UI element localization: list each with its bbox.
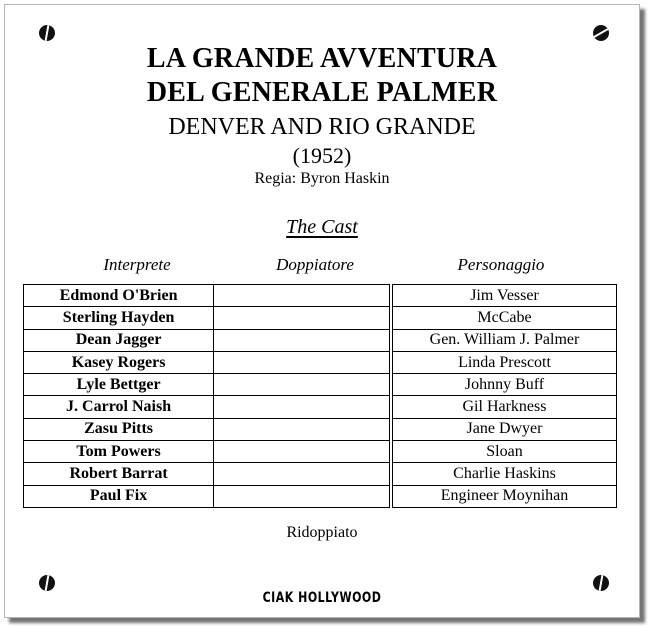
actor-cell: Zasu Pitts: [24, 418, 214, 440]
cast-table: [23, 284, 617, 508]
actor-cell: Paul Fix: [24, 485, 214, 507]
dubber-cell: [214, 396, 390, 418]
character-cell: Jim Vesser: [393, 285, 617, 307]
actor-cell: Sterling Hayden: [24, 307, 214, 329]
screw-icon: [39, 25, 55, 41]
actor-cell: Lyle Bettger: [24, 374, 214, 396]
film-title-line1: LA GRANDE AVVENTURA: [146, 43, 498, 74]
character-cell: Sloan: [393, 441, 617, 463]
release-year: (1952): [292, 143, 352, 168]
plaque: [4, 4, 640, 618]
dubber-cell: [214, 374, 390, 396]
actor-cell: Robert Barrat: [24, 463, 214, 485]
character-cell: McCabe: [393, 307, 617, 329]
table-row: [24, 418, 617, 440]
character-cell: Gil Harkness: [393, 396, 617, 418]
character-cell: Gen. William J. Palmer: [393, 329, 617, 351]
cast-heading: [5, 215, 639, 239]
table-row: [24, 285, 617, 307]
character-cell: Linda Prescott: [393, 351, 617, 373]
dubber-cell: [214, 418, 390, 440]
dubber-cell: [214, 463, 390, 485]
dubber-cell: [214, 441, 390, 463]
table-row: [24, 374, 617, 396]
actor-cell: Edmond O'Brien: [24, 285, 214, 307]
dubber-cell: [214, 285, 390, 307]
column-header-dubber: Doppiatore: [276, 255, 354, 274]
actor-cell: Tom Powers: [24, 441, 214, 463]
dubber-cell: [214, 329, 390, 351]
character-cell: Engineer Moynihan: [393, 485, 617, 507]
table-row: [24, 396, 617, 418]
dubber-cell: [214, 307, 390, 329]
column-header-character: Personaggio: [457, 255, 545, 274]
table-row: [24, 441, 617, 463]
table-row: [24, 307, 617, 329]
table-row: [24, 329, 617, 351]
character-cell: Charlie Haskins: [393, 463, 617, 485]
screw-icon: [593, 25, 609, 41]
dubbing-note: Ridoppiato: [286, 524, 358, 541]
film-title-line2: DEL GENERALE PALMER: [146, 77, 498, 108]
actor-cell: Dean Jagger: [24, 329, 214, 351]
director-credit: Regia: Byron Haskin: [254, 170, 390, 187]
column-header-actor: Interprete: [103, 255, 171, 274]
dubber-cell: [214, 351, 390, 373]
original-title: DENVER AND RIO GRANDE: [168, 114, 476, 140]
table-row: [24, 463, 617, 485]
character-cell: Jane Dwyer: [393, 418, 617, 440]
character-cell: Johnny Buff: [393, 374, 617, 396]
table-row: [24, 485, 617, 507]
cast-heading-label: The Cast: [286, 216, 358, 238]
ciak-hollywood-logo: CIAK HOLLYWOOD: [262, 589, 382, 606]
actor-cell: Kasey Rogers: [24, 351, 214, 373]
table-row: [24, 351, 617, 373]
actor-cell: J. Carrol Naish: [24, 396, 214, 418]
dubber-cell: [214, 485, 390, 507]
